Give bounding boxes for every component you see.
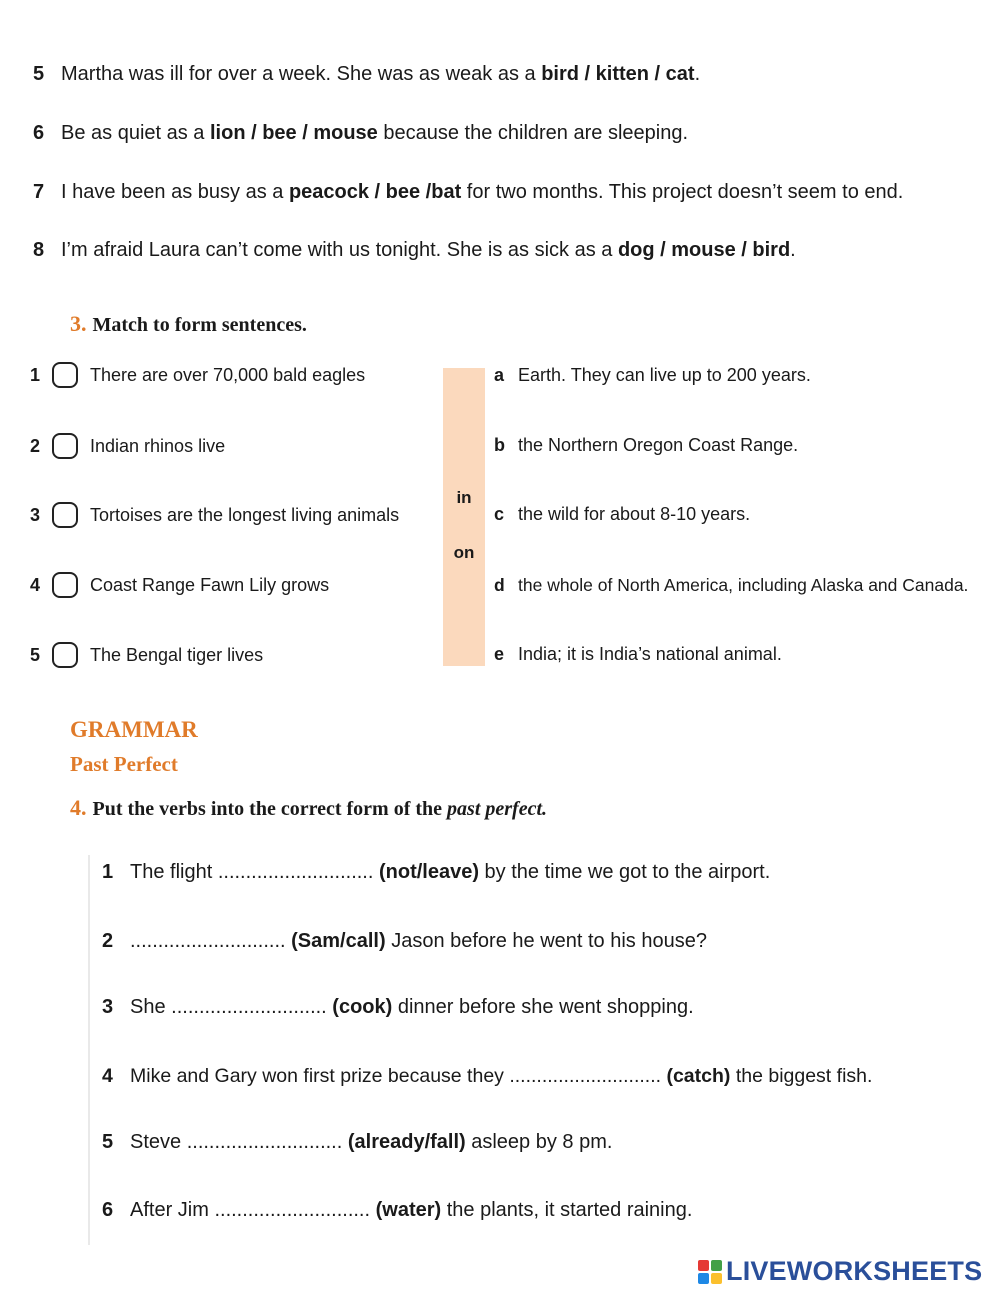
- match-text: Coast Range Fawn Lily grows: [90, 574, 330, 595]
- exercise-instruction: Match to form sentences.: [92, 314, 307, 336]
- verb-hint: (catch): [661, 1065, 731, 1087]
- answer-blank[interactable]: ............................: [186, 1131, 343, 1153]
- answer-blank[interactable]: ............................: [130, 930, 286, 952]
- match-right-c: [494, 504, 750, 525]
- preposition-in: in: [456, 488, 472, 507]
- item-options[interactable]: bird / kitten / cat: [541, 63, 695, 85]
- verb-hint: (Sam/call): [285, 930, 386, 952]
- match-letter: b: [494, 435, 505, 455]
- item-text-end: asleep by 8 pm.: [465, 1131, 613, 1153]
- ex4-item-2: [102, 930, 707, 953]
- answer-blank[interactable]: ............................: [214, 1199, 371, 1221]
- item-text: The flight: [130, 861, 218, 883]
- match-letter: d: [494, 575, 505, 595]
- ex4-item-6: [102, 1199, 692, 1222]
- match-text: the Northern Oregon Coast Range.: [518, 435, 799, 455]
- answer-box[interactable]: [52, 362, 78, 388]
- item-text: After Jim: [130, 1199, 215, 1221]
- item-text-end: Jason before he went to his house?: [385, 930, 707, 952]
- item-number: 5: [33, 63, 45, 85]
- logo-square-blue: [698, 1273, 709, 1284]
- match-right-d: [494, 575, 968, 596]
- ex2-item-5: [33, 63, 700, 86]
- item-number: 6: [33, 122, 45, 144]
- item-text: She: [130, 996, 172, 1018]
- exercise-number: 4.: [70, 795, 87, 820]
- match-left-4: [30, 570, 329, 600]
- item-text: I’m afraid Laura can’t come with us tonight. She is as sick as a: [61, 239, 618, 261]
- ex2-item-6: [33, 122, 688, 145]
- item-options[interactable]: dog / mouse / bird: [617, 239, 791, 261]
- item-text-end: the plants, it started raining.: [441, 1199, 693, 1221]
- grammar-subheading: Past Perfect: [70, 752, 178, 776]
- match-left-2: [30, 431, 225, 461]
- preposition-on: on: [453, 543, 475, 562]
- item-text: Be as quiet as a: [61, 122, 210, 144]
- exercise-frame: [88, 855, 90, 1245]
- match-text: the whole of North America, including Alaska and Canada.: [518, 575, 969, 595]
- ex4-item-3: [102, 996, 694, 1019]
- match-letter: e: [494, 644, 505, 664]
- answer-blank[interactable]: ............................: [217, 861, 374, 883]
- match-number: 2: [30, 435, 41, 456]
- match-text: The Bengal tiger lives: [90, 644, 264, 665]
- match-text: India; it is India’s national animal.: [518, 644, 782, 664]
- match-number: 5: [30, 644, 41, 665]
- match-right-a: [494, 365, 811, 386]
- match-right-b: [494, 435, 798, 456]
- match-text: Tortoises are the longest living animals: [90, 504, 400, 525]
- logo-text: LIVEWORKSHEETS: [726, 1256, 983, 1286]
- match-left-5: [30, 640, 263, 670]
- item-number: 8: [33, 239, 45, 261]
- item-options[interactable]: lion / bee / mouse: [209, 122, 378, 144]
- item-text-end: for two months. This project doesn’t seem to end.: [461, 181, 904, 203]
- logo-square-yellow: [711, 1273, 722, 1284]
- exercise-number: 3.: [70, 311, 87, 336]
- item-number: 2: [102, 930, 114, 952]
- answer-box[interactable]: [52, 433, 78, 459]
- item-number: 5: [102, 1131, 114, 1153]
- verb-hint: (cook): [326, 996, 393, 1018]
- item-text-end: the biggest fish.: [730, 1065, 873, 1087]
- match-right-e: [494, 644, 782, 665]
- item-text-end: .: [790, 239, 796, 261]
- match-number: 4: [30, 574, 41, 595]
- preposition-column: [443, 368, 485, 666]
- logo-square-green: [711, 1260, 722, 1271]
- item-text-end: by the time we got to the airport.: [479, 861, 771, 883]
- match-number: 1: [30, 364, 41, 385]
- exercise-4-title: [70, 795, 547, 821]
- match-text: Indian rhinos live: [90, 435, 226, 456]
- item-number: 6: [102, 1199, 114, 1221]
- match-text: Earth. They can live up to 200 years.: [518, 365, 811, 385]
- item-text: Martha was ill for over a week. She was as weak as a: [61, 63, 542, 85]
- item-text: Steve: [130, 1131, 187, 1153]
- grammar-heading: GRAMMAR: [70, 717, 198, 742]
- ex2-item-7: [33, 181, 903, 204]
- match-text: There are over 70,000 bald eagles: [90, 364, 366, 385]
- item-options[interactable]: peacock / bee /bat: [288, 181, 462, 203]
- ex2-item-8: [33, 239, 796, 262]
- item-number: 7: [33, 181, 45, 203]
- exercise-3-title: [70, 311, 307, 337]
- match-number: 3: [30, 504, 41, 525]
- item-text: I have been as busy as a: [61, 181, 289, 203]
- answer-blank[interactable]: ............................: [171, 996, 327, 1018]
- item-number: 3: [102, 996, 114, 1018]
- exercise-instruction-em: past perfect.: [447, 798, 548, 820]
- item-number: 1: [102, 861, 114, 883]
- match-letter: a: [494, 365, 505, 385]
- match-left-1: [30, 360, 365, 390]
- answer-box[interactable]: [52, 502, 78, 528]
- answer-box[interactable]: [52, 642, 78, 668]
- item-text-end: because the children are sleeping.: [377, 122, 689, 144]
- ex4-item-4: [102, 1065, 872, 1088]
- match-letter: c: [494, 504, 505, 524]
- logo-square-red: [698, 1260, 709, 1271]
- answer-blank[interactable]: ............................: [509, 1065, 662, 1087]
- answer-box[interactable]: [52, 572, 78, 598]
- match-text: the wild for about 8-10 years.: [518, 504, 751, 524]
- match-left-3: [30, 500, 399, 530]
- logo-icon: [698, 1260, 722, 1284]
- ex4-item-1: [102, 861, 770, 884]
- item-text-end: dinner before she went shopping.: [392, 996, 694, 1018]
- exercise-instruction: Put the verbs into the correct form of the: [92, 798, 448, 820]
- verb-hint: (already/fall): [342, 1131, 466, 1153]
- verb-hint: (not/leave): [373, 861, 479, 883]
- item-text-end: .: [694, 63, 701, 85]
- liveworksheets-logo[interactable]: [698, 1256, 982, 1287]
- verb-hint: (water): [370, 1199, 442, 1221]
- ex4-item-5: [102, 1131, 612, 1154]
- item-number: 4: [102, 1065, 113, 1087]
- item-text: Mike and Gary won first prize because they: [130, 1065, 510, 1087]
